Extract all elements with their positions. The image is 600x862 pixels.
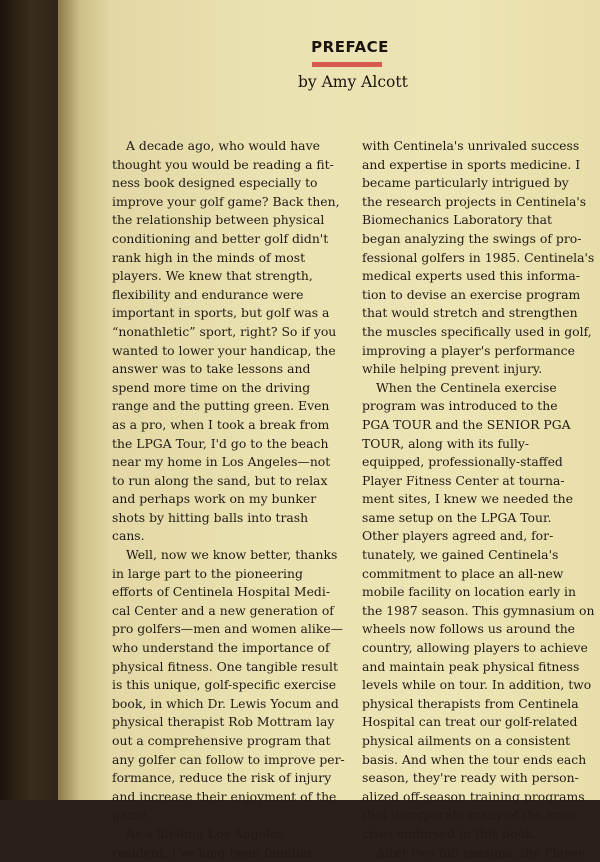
text-line: and expertise in sports medicine. I <box>362 156 581 172</box>
text-line: pro golfers—men and women alike— <box>112 621 344 637</box>
text-line: that incorporate many of the exer- <box>362 807 579 823</box>
text-line: to run along the sand, but to relax <box>112 472 328 488</box>
text-line: season, they're ready with person- <box>362 770 579 786</box>
text-line: formance, reduce the risk of injury <box>112 770 332 786</box>
text-line: physical ailments on a consistent <box>362 733 571 748</box>
text-line: medical experts used this informa- <box>362 268 580 284</box>
text-line: cans. <box>112 528 145 544</box>
text-line: the 1987 season. This gymnasium on <box>362 602 595 618</box>
text-line: basis. And when the tour ends each <box>362 751 587 767</box>
text-line: efforts of Centinela Hospital Medi- <box>112 584 331 600</box>
text-line: flexibility and endurance were <box>112 286 304 302</box>
text-line: physical fitness. One tangible result <box>112 658 338 674</box>
title-underline-bar <box>312 62 382 67</box>
text-line: shots by hitting balls into trash <box>112 509 309 525</box>
text-line: commitment to place an all-new <box>362 565 564 581</box>
text-line: improving a player's performance <box>362 342 575 358</box>
text-line: resident, I've long been familiar <box>112 844 313 860</box>
text-line: who understand the importance of <box>112 640 330 656</box>
text-line: and increase their enjoyment of the <box>112 788 337 804</box>
text-line: wheels now follows us around the <box>362 621 576 637</box>
text-line: became particularly intrigued by <box>362 175 569 191</box>
text-line: important in sports, but golf was a <box>112 305 330 321</box>
text-line: began analyzing the swings of pro- <box>362 230 582 246</box>
text-line: while helping prevent injury. <box>362 361 543 377</box>
text-line: ness book designed especially to <box>112 175 318 191</box>
page-title: PREFACE <box>311 38 389 56</box>
text-line: any golfer can follow to improve per- <box>112 751 345 767</box>
text-line: answer was to take lessons and <box>112 361 311 377</box>
text-line: book, in which Dr. Lewis Yocum and <box>112 695 339 711</box>
left-text-column <box>112 137 347 862</box>
text-line: country, allowing players to achieve <box>362 640 588 656</box>
text-line: players. We knew that strength, <box>112 268 313 284</box>
text-line: the relationship between physical <box>112 212 325 228</box>
text-line: conditioning and better golf didn't <box>112 230 329 246</box>
text-line: spend more time on the driving <box>112 379 311 395</box>
text-line: fessional golfers in 1985. Centinela's <box>362 249 595 265</box>
text-line: mobile facility on location early in <box>362 584 576 600</box>
text-line: cal Center and a new generation of <box>112 602 334 618</box>
text-line: is this unique, golf-specific exercise <box>112 677 337 693</box>
text-line: A decade ago, who would have <box>126 138 320 153</box>
text-line: rank high in the minds of most <box>112 249 306 265</box>
text-line: ment sites, I knew we needed the <box>362 491 573 507</box>
text-line: After two full seasons, the Player <box>376 844 585 860</box>
text-line: same setup on the LPGA Tour. <box>362 509 552 525</box>
text-line: tion to devise an exercise program <box>362 286 581 302</box>
text-line: in large part to the pioneering <box>112 565 303 581</box>
text-line: improve your golf game? Back then, <box>112 193 340 209</box>
text-line: Player Fitness Center at tourna- <box>362 472 565 488</box>
text-line: range and the putting green. Even <box>112 398 330 414</box>
text-line: as a pro, when I took a break from <box>112 416 330 432</box>
text-line: cises endorsed in this book. <box>362 825 537 841</box>
text-line: As a lifelong Los Angeles <box>126 825 284 841</box>
text-line: the LPGA Tour, I'd go to the beach <box>112 435 329 451</box>
text-line: and maintain peak physical fitness <box>362 658 580 674</box>
author-byline: by Amy Alcott <box>298 73 408 91</box>
text-line: alized off-season training programs <box>362 788 585 804</box>
text-line: near my home in Los Angeles—not <box>112 454 331 470</box>
text-line: levels while on tour. In addition, two <box>362 677 592 693</box>
text-line: and perhaps work on my bunker <box>112 491 317 507</box>
text-line: Other players agreed and, for- <box>362 528 554 544</box>
text-line: physical therapist Rob Mottram lay <box>112 714 335 730</box>
right-text-column <box>362 137 595 862</box>
text-line: program was introduced to the <box>362 398 558 414</box>
text-line: equipped, professionally-staffed <box>362 454 563 470</box>
text-line: Well, now we know better, thanks <box>126 547 338 563</box>
text-line: physical therapists from Centinela <box>362 695 579 711</box>
text-line: out a comprehensive program that <box>112 733 331 748</box>
text-line: the muscles specifically used in golf, <box>362 323 592 339</box>
text-line: “nonathletic” sport, right? So if you <box>112 323 337 339</box>
text-line: the research projects in Centinela's <box>362 193 587 209</box>
text-line: with Centinela's unrivaled success <box>362 138 580 153</box>
text-line: tunately, we gained Centinela's <box>362 547 559 563</box>
text-line: thought you would be reading a fit- <box>112 156 334 172</box>
text-line: wanted to lower your handicap, the <box>112 342 336 358</box>
text-line: game. <box>112 807 151 823</box>
text-line: PGA TOUR and the SENIOR PGA <box>362 416 571 432</box>
text-line: TOUR, along with its fully- <box>362 435 530 451</box>
text-line: Hospital can treat our golf-related <box>362 714 578 730</box>
text-line: Biomechanics Laboratory that <box>362 212 553 228</box>
text-line: When the Centinela exercise <box>376 379 557 395</box>
text-line: that would stretch and strengthen <box>362 305 578 321</box>
